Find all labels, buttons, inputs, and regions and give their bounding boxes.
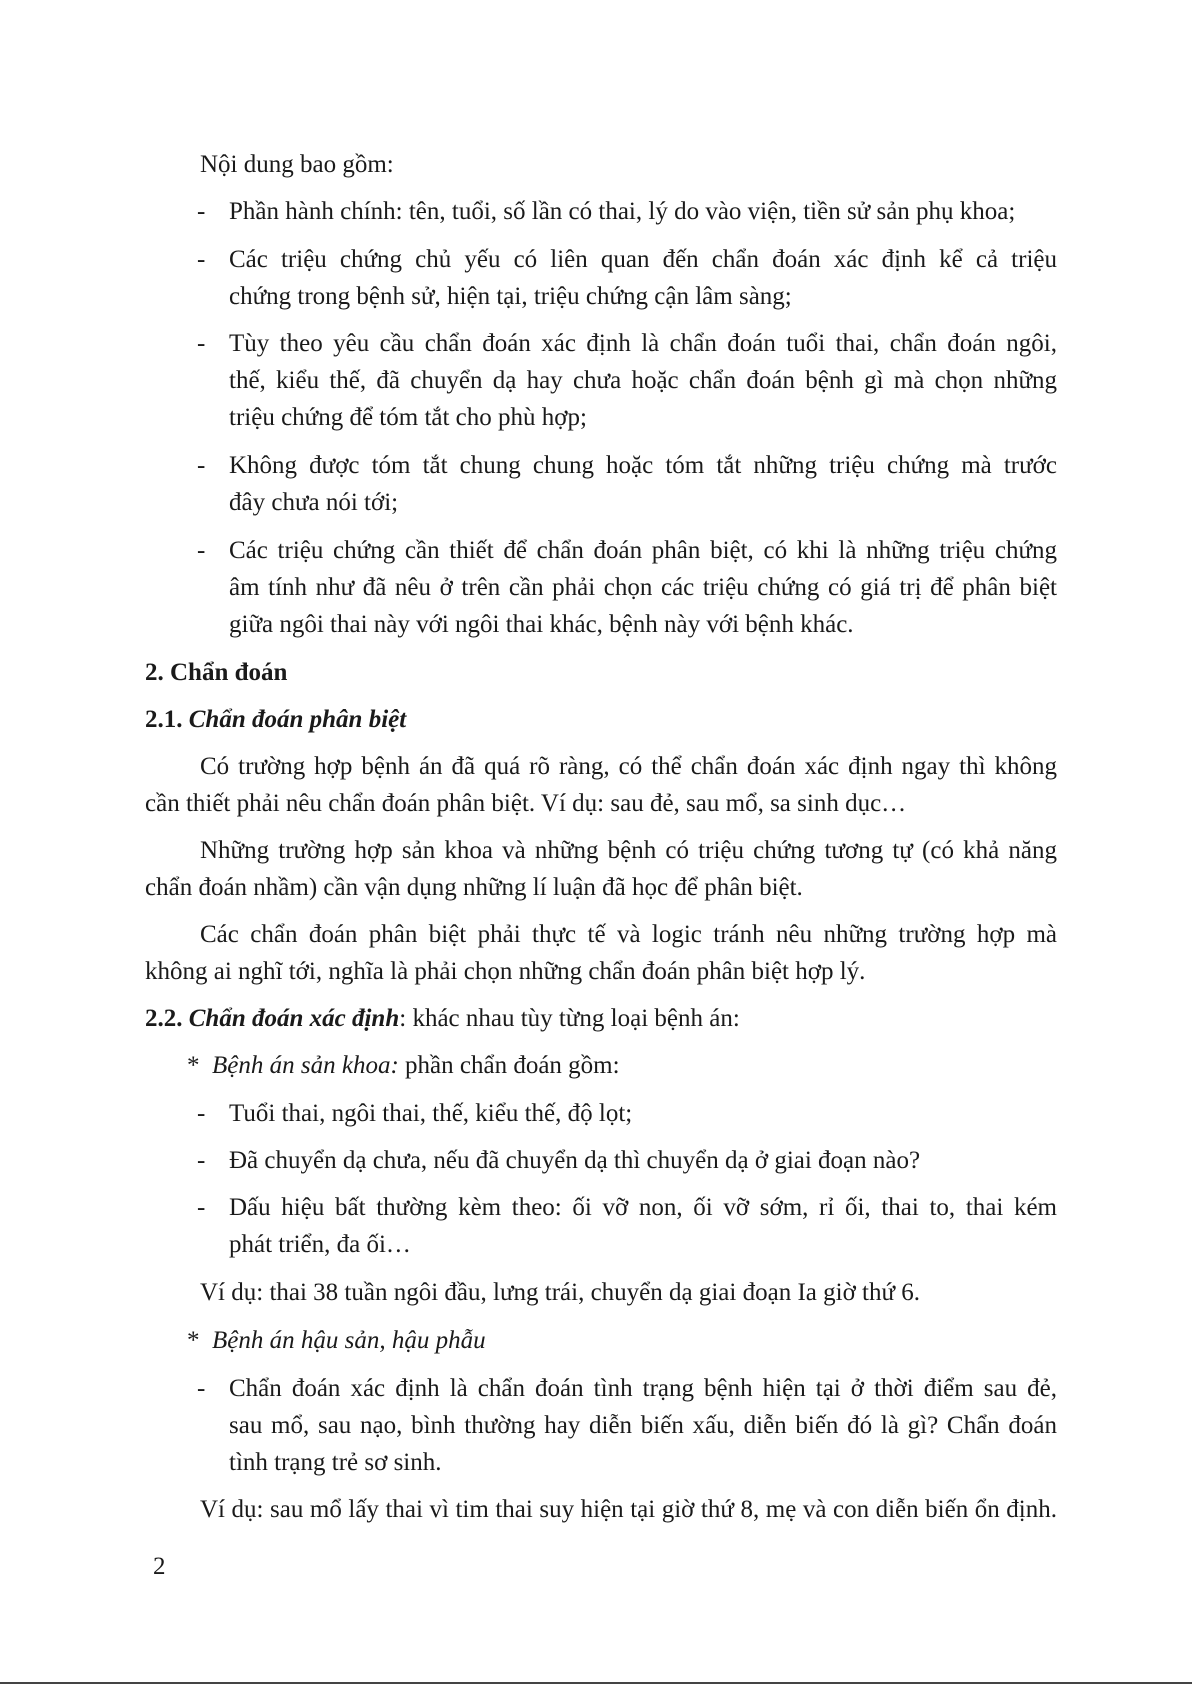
dash-bullet: - — [197, 1100, 206, 1127]
list-item: Các triệu chứng cần thiết để chẩn đoán phân biệt, có khi là những triệu chứng — [229, 537, 1057, 564]
star-bullet: * — [187, 1327, 200, 1354]
dash-bullet: - — [197, 1375, 206, 1402]
star-bullet: * — [187, 1052, 200, 1079]
list-item: Tuổi thai, ngôi thai, thế, kiểu thế, độ lọt; — [229, 1100, 633, 1127]
dash-bullet: - — [197, 246, 206, 273]
star-item-title: Bệnh án sản khoa: — [212, 1052, 399, 1079]
list-item-continuation: giữa ngôi thai này với ngôi thai khác, bệnh này với bệnh khác. — [229, 611, 854, 638]
dash-bullet: - — [197, 1147, 206, 1174]
list-item: Phần hành chính: tên, tuổi, số lần có thai, lý do vào viện, tiền sử sản phụ khoa; — [229, 198, 1016, 225]
paragraph-line: chẩn đoán nhầm) cần vận dụng những lí luận đã học để phân biệt. — [145, 874, 803, 901]
list-item: Chẩn đoán xác định là chẩn đoán tình trạng bệnh hiện tại ở thời điểm sau đẻ, — [229, 1375, 1057, 1402]
subsection-heading-2-1 — [145, 705, 406, 735]
page-number: 2 — [153, 1553, 166, 1580]
dash-bullet: - — [197, 1194, 206, 1221]
list-item-continuation: âm tính như đã nêu ở trên cần phải chọn các triệu chứng có giá trị để phân biệt — [229, 574, 1057, 601]
page-bottom-divider — [0, 1682, 1192, 1684]
subsection-number: 2.2. — [145, 1005, 183, 1032]
star-item — [212, 1051, 620, 1081]
subsection-title: Chẩn đoán phân biệt — [188, 706, 407, 733]
paragraph-line: Những trường hợp sản khoa và những bệnh có triệu chứng tương tự (có khả năng — [200, 837, 1057, 864]
star-item-title: Bệnh án hậu sản, hậu phẫu — [212, 1327, 486, 1354]
star-item-rest: phần chẩn đoán gồm: — [398, 1052, 620, 1079]
list-item: Các triệu chứng chủ yếu có liên quan đến chẩn đoán xác định kể cả triệu — [229, 246, 1057, 273]
dash-bullet: - — [197, 198, 206, 225]
section-heading: 2. Chẩn đoán — [145, 659, 288, 686]
list-item-continuation: chứng trong bệnh sử, hiện tại, triệu chứng cận lâm sàng; — [229, 283, 792, 310]
example-line: Ví dụ: sau mổ lấy thai vì tim thai suy hiện tại giờ thứ 8, mẹ và con diễn biến ổn định. — [200, 1496, 1057, 1523]
list-item-continuation: triệu chứng để tóm tắt cho phù hợp; — [229, 404, 587, 431]
paragraph-line: Có trường hợp bệnh án đã quá rõ ràng, có thể chẩn đoán xác định ngay thì không — [200, 753, 1057, 780]
list-item: Tùy theo yêu cầu chẩn đoán xác định là chẩn đoán tuổi thai, chẩn đoán ngôi, — [229, 330, 1057, 357]
example-line: Ví dụ: thai 38 tuần ngôi đầu, lưng trái, chuyển dạ giai đoạn Ia giờ thứ 6. — [200, 1279, 921, 1306]
dash-bullet: - — [197, 330, 206, 357]
paragraph-line: Các chẩn đoán phân biệt phải thực tế và logic tránh nêu những trường hợp mà — [200, 921, 1057, 948]
subsection-rest: : khác nhau tùy từng loại bệnh án: — [399, 1005, 740, 1032]
list-item: Đã chuyển dạ chưa, nếu đã chuyển dạ thì chuyển dạ ở giai đoạn nào? — [229, 1147, 921, 1174]
list-item-continuation: tình trạng trẻ sơ sinh. — [229, 1449, 442, 1476]
intro-line: Nội dung bao gồm: — [200, 151, 394, 178]
list-item-continuation: sau mổ, sau nạo, bình thường hay diễn biến xấu, diễn biến đó là gì? Chẩn đoán — [229, 1412, 1057, 1439]
dash-bullet: - — [197, 537, 206, 564]
list-item: Không được tóm tắt chung chung hoặc tóm tắt những triệu chứng mà trước — [229, 452, 1057, 479]
list-item-continuation: đây chưa nói tới; — [229, 489, 399, 516]
subsection-title: Chẩn đoán xác định — [188, 1005, 400, 1032]
list-item-continuation: phát triển, đa ối… — [229, 1231, 411, 1258]
paragraph-line: cần thiết phải nêu chẩn đoán phân biệt. Ví dụ: sau đẻ, sau mổ, sa sinh dục… — [145, 790, 907, 817]
subsection-heading-2-2 — [145, 1004, 740, 1034]
list-item: Dấu hiệu bất thường kèm theo: ối vỡ non, ối vỡ sớm, rỉ ối, thai to, thai kém — [229, 1194, 1057, 1221]
paragraph-line: không ai nghĩ tới, nghĩa là phải chọn những chẩn đoán phân biệt hợp lý. — [145, 958, 866, 985]
dash-bullet: - — [197, 452, 206, 479]
list-item-continuation: thế, kiểu thế, đã chuyển dạ hay chưa hoặc chẩn đoán bệnh gì mà chọn những — [229, 367, 1057, 394]
subsection-number: 2.1. — [145, 706, 183, 733]
